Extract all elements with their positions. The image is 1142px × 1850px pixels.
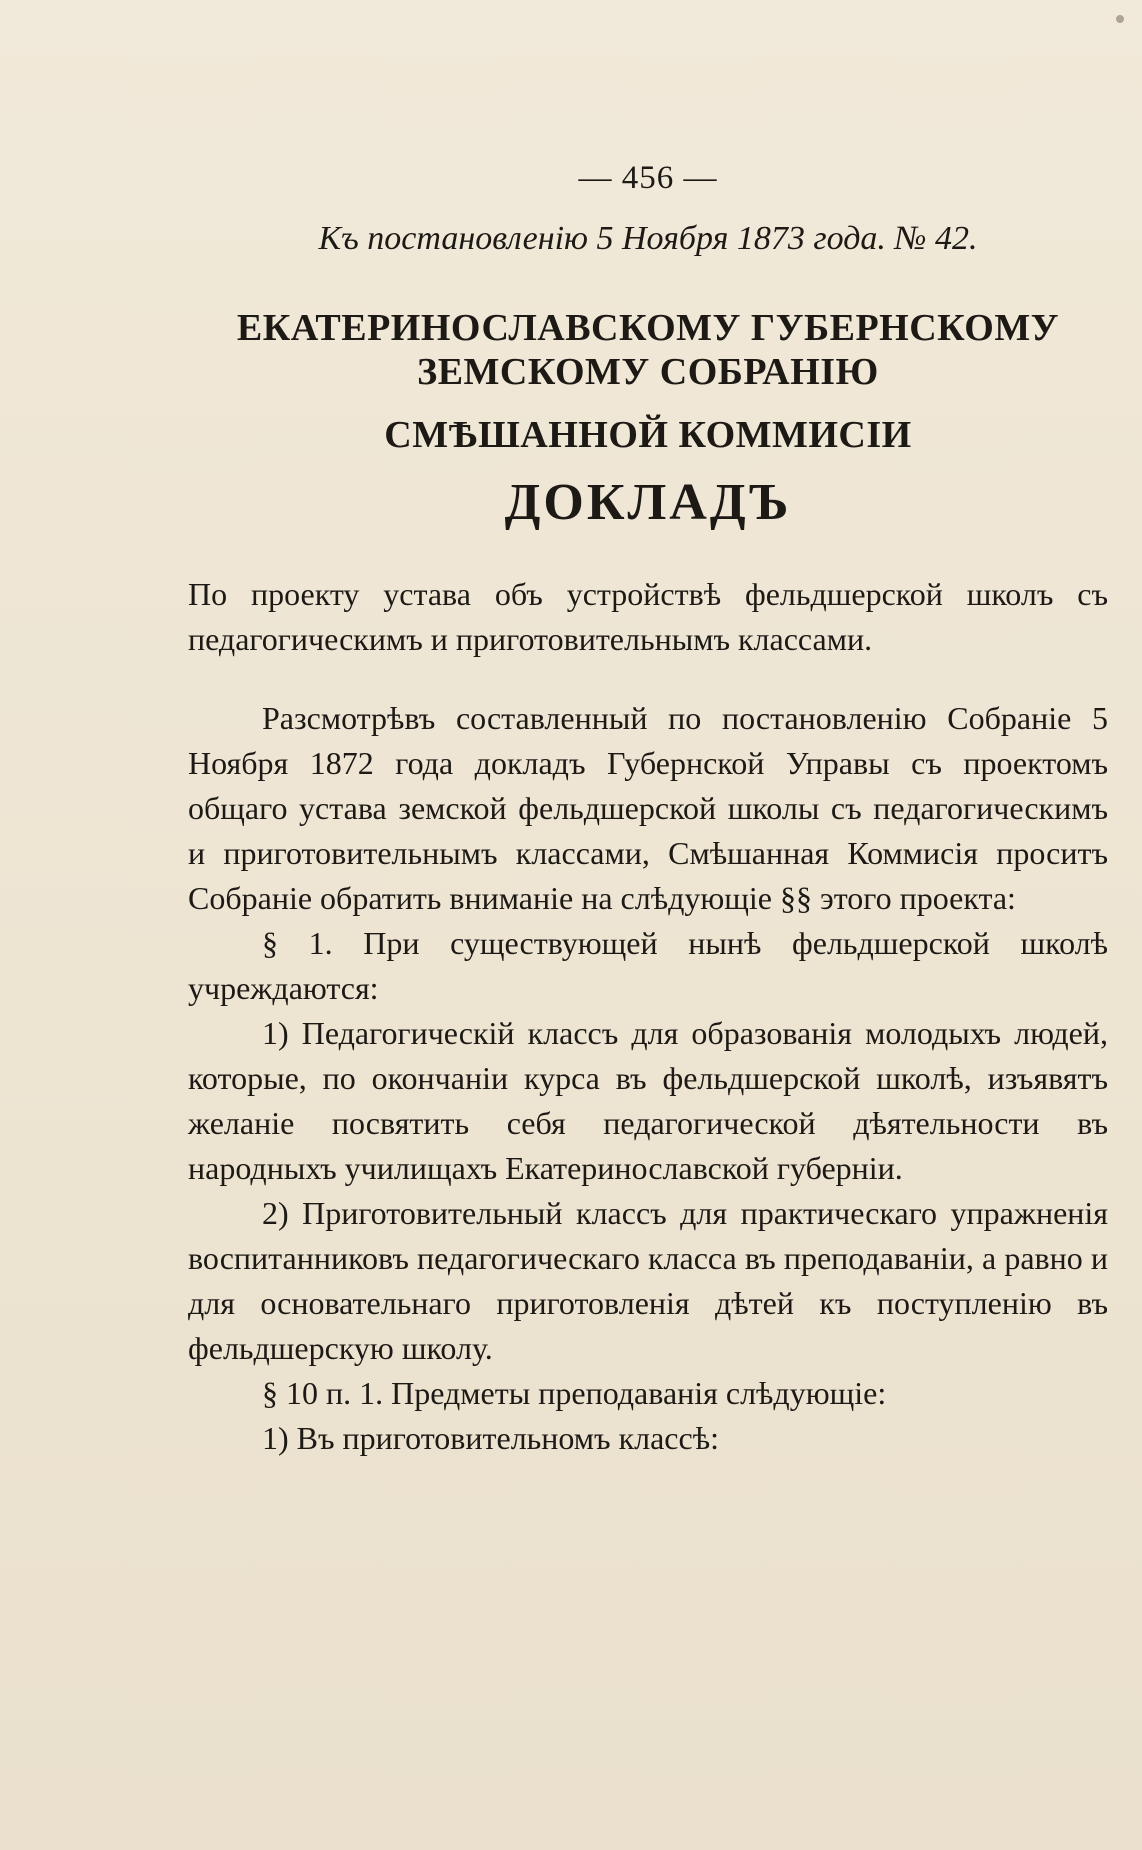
report-body [188,572,1108,1461]
list-item: 1) Педагогическій классъ для образованія молодыхъ людей, которые, по окончаніи курса въ фельдшерской школѣ, изъявятъ желаніе посвятить себя педагогической дѣятельности въ народныхъ училищахъ Екатеринославской губерніи. [188,1014,1108,1186]
body-paragraph: § 10 п. 1. Предметы преподаванія слѣдующіе: [262,1374,887,1411]
list-item: 2) Приготовительный классъ для практическаго упражненія воспитанниковъ педагогическаго класса въ преподаваніи, а равно и для основательнаго приготовленія дѣтей къ поступленію въ фельдшерскую школу. [188,1194,1108,1366]
document-content [188,150,1108,1461]
heading-commission: СМѢШАННОЙ КОММИСІИ [384,413,912,456]
body-paragraph: § 1. При существующей нынѣ фельдшерской школѣ учреждаются: [188,924,1108,1006]
resolution-reference: Къ постановленію 5 Ноября 1873 года. № 42. [318,220,978,258]
list-item: 1) Въ приготовительномъ классѣ: [262,1419,719,1456]
page-speck [1116,15,1124,23]
report-topic: По проекту устава объ устройствѣ фельдшерской школъ съ педагогическимъ и приготовительнымъ классами. [188,575,1108,657]
body-paragraph: Разсмотрѣвъ составленный по постановленію Собраніе 5 Ноября 1872 года докладъ Губернской Управы съ проектомъ общаго устава земской фельдшерской школы съ педагогическимъ и приготовительнымъ классами, Смѣшанная Коммисія проситъ Собраніе обратить вниманіе на слѣдующіе §§ этого проекта: [188,699,1108,916]
page-number: — 456 — [578,160,718,196]
heading-report: ДОКЛАДЪ [504,474,792,532]
heading-recipient: ЕКАТЕРИНОСЛАВСКОМУ ГУБЕРНСКОМУ ЗЕМСКОМУ СОБРАНІЮ [236,306,1060,394]
